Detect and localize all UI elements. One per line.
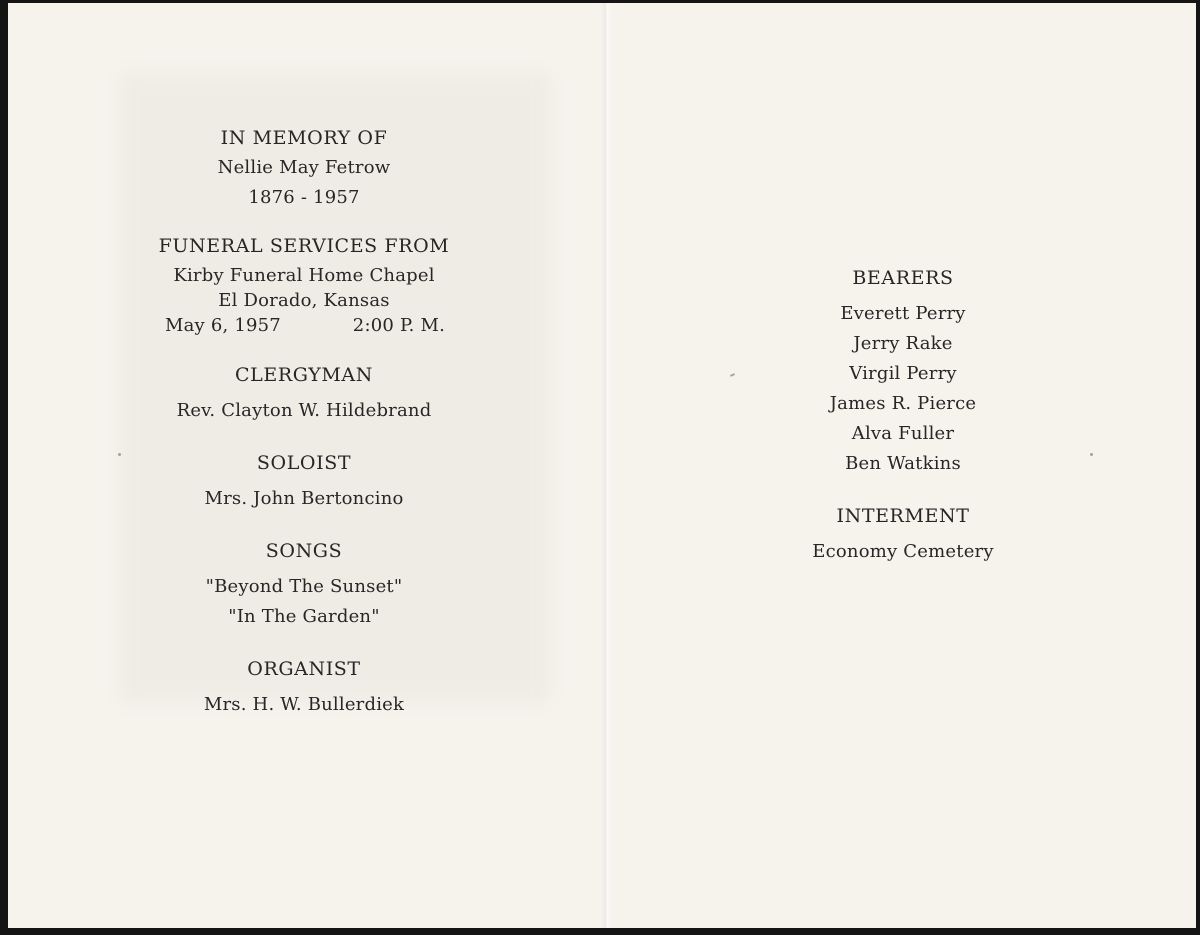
- song-title: "Beyond The Sunset": [205, 576, 403, 597]
- bearer-name: Alva Fuller: [851, 423, 955, 444]
- songs-section: [115, 536, 493, 632]
- paper-speck: [1090, 453, 1093, 456]
- interment-place: Economy Cemetery: [812, 541, 994, 562]
- bearers-heading: BEARERS: [852, 267, 954, 289]
- interment-heading: INTERMENT: [836, 505, 970, 527]
- organist-heading: ORGANIST: [247, 658, 361, 680]
- soloist-section: [115, 448, 493, 514]
- left-panel: [115, 123, 493, 738]
- song-title: "In The Garden": [228, 606, 380, 627]
- center-fold: [600, 3, 612, 928]
- right-panel: [772, 263, 1034, 585]
- service-date-time: [115, 313, 493, 338]
- venue-location: El Dorado, Kansas: [218, 290, 390, 311]
- interment-section: [772, 501, 1034, 567]
- services-heading: FUNERAL SERVICES FROM: [158, 235, 450, 257]
- services-section: [115, 231, 493, 338]
- deceased-name: Nellie May Fetrow: [217, 157, 391, 178]
- bearer-name: Ben Watkins: [845, 453, 961, 474]
- clergyman-heading: CLERGYMAN: [235, 364, 373, 386]
- soloist-heading: SOLOIST: [256, 452, 352, 474]
- program-sheet: [8, 3, 1196, 928]
- venue-name: Kirby Funeral Home Chapel: [173, 265, 435, 286]
- clergyman-name: Rev. Clayton W. Hildebrand: [176, 400, 432, 421]
- memory-section: [115, 123, 493, 213]
- organist-section: [115, 654, 493, 720]
- bearer-name: James R. Pierce: [829, 393, 977, 414]
- paper-speck: [730, 373, 735, 377]
- bearer-name: Everett Perry: [840, 303, 966, 324]
- bearer-name: Virgil Perry: [849, 363, 957, 384]
- songs-heading: SONGS: [265, 540, 343, 562]
- clergyman-section: [115, 360, 493, 426]
- memory-heading: IN MEMORY OF: [220, 127, 388, 149]
- service-time: 2:00 P. M.: [352, 315, 445, 336]
- service-date: May 6, 1957: [165, 315, 281, 336]
- bearers-section: [772, 263, 1034, 479]
- soloist-name: Mrs. John Bertoncino: [204, 488, 404, 509]
- organist-name: Mrs. H. W. Bullerdiek: [203, 694, 405, 715]
- bearer-name: Jerry Rake: [853, 333, 953, 354]
- life-dates: 1876 - 1957: [248, 187, 360, 208]
